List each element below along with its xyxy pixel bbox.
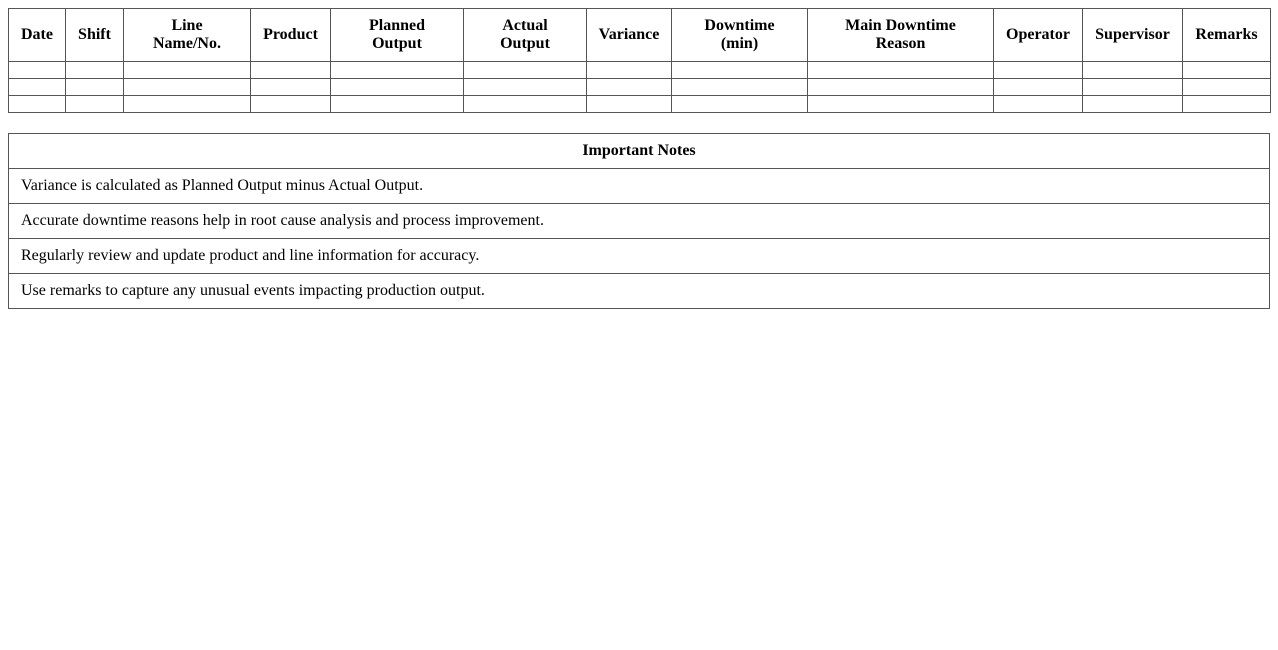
table-cell[interactable] — [66, 96, 124, 113]
table-cell[interactable] — [672, 79, 808, 96]
table-row — [9, 62, 1271, 79]
table-cell[interactable] — [9, 62, 66, 79]
table-cell[interactable] — [124, 62, 251, 79]
header-variance — [587, 9, 672, 62]
header-downtime-label-1: Downtime — [704, 17, 775, 34]
header-planned-label-1: Planned — [368, 17, 425, 34]
table-cell[interactable] — [808, 79, 994, 96]
header-operator-label: Operator — [1006, 26, 1070, 43]
header-downtime-label-2: (min) — [720, 35, 759, 52]
table-cell[interactable] — [66, 79, 124, 96]
table-cell[interactable] — [994, 96, 1083, 113]
table-cell[interactable] — [464, 79, 587, 96]
notes-header-row — [9, 134, 1270, 169]
header-remarks — [1183, 9, 1271, 62]
table-row — [9, 96, 1271, 113]
header-operator — [994, 9, 1083, 62]
header-reason-label-2: Reason — [875, 35, 926, 52]
table-cell[interactable] — [9, 79, 66, 96]
note-item: Use remarks to capture any unusual events impacting production output. — [9, 274, 1270, 309]
header-product-label: Product — [263, 26, 318, 43]
header-reason-label-1: Main Downtime — [845, 17, 956, 34]
notes-body — [9, 169, 1270, 309]
header-line-label-1: Line — [171, 17, 203, 34]
table-cell[interactable] — [331, 62, 464, 79]
notes-title: Important Notes — [9, 134, 1270, 169]
table-cell[interactable] — [1183, 62, 1271, 79]
note-row — [9, 204, 1270, 239]
header-supervisor-label: Supervisor — [1095, 26, 1170, 43]
note-item: Variance is calculated as Planned Output minus Actual Output. — [9, 169, 1270, 204]
table-cell[interactable] — [124, 96, 251, 113]
header-variance-label: Variance — [598, 26, 660, 43]
table-cell[interactable] — [587, 62, 672, 79]
table-cell[interactable] — [251, 79, 331, 96]
table-cell[interactable] — [1083, 79, 1183, 96]
table-cell[interactable] — [994, 62, 1083, 79]
header-line-label-2: Name/No. — [153, 35, 221, 52]
document — [8, 8, 1270, 309]
header-row — [9, 9, 1271, 62]
header-downtime — [672, 9, 808, 62]
header-shift-label: Shift — [78, 26, 111, 43]
header-shift — [66, 9, 124, 62]
important-notes-table — [8, 133, 1270, 309]
table-cell[interactable] — [464, 62, 587, 79]
table-cell[interactable] — [1183, 79, 1271, 96]
header-date — [9, 9, 66, 62]
table-cell[interactable] — [1083, 96, 1183, 113]
header-supervisor — [1083, 9, 1183, 62]
table-cell[interactable] — [331, 96, 464, 113]
header-line — [124, 9, 251, 62]
table-cell[interactable] — [331, 79, 464, 96]
header-product — [251, 9, 331, 62]
header-remarks-label: Remarks — [1195, 26, 1258, 43]
note-item: Regularly review and update product and line information for accuracy. — [9, 239, 1270, 274]
table-cell[interactable] — [808, 62, 994, 79]
production-log-table — [8, 8, 1271, 113]
header-date-label: Date — [21, 26, 53, 43]
table-cell[interactable] — [587, 79, 672, 96]
note-item: Accurate downtime reasons help in root cause analysis and process improvement. — [9, 204, 1270, 239]
table-cell[interactable] — [251, 96, 331, 113]
note-row — [9, 239, 1270, 274]
header-planned-output — [331, 9, 464, 62]
table-cell[interactable] — [672, 62, 808, 79]
table-cell[interactable] — [251, 62, 331, 79]
table-cell[interactable] — [124, 79, 251, 96]
header-actual-output — [464, 9, 587, 62]
table-cell[interactable] — [994, 79, 1083, 96]
table-cell[interactable] — [1083, 62, 1183, 79]
table-cell[interactable] — [808, 96, 994, 113]
table-cell[interactable] — [464, 96, 587, 113]
table-cell[interactable] — [1183, 96, 1271, 113]
table-cell[interactable] — [672, 96, 808, 113]
note-row — [9, 274, 1270, 309]
note-row — [9, 169, 1270, 204]
table-cell[interactable] — [9, 96, 66, 113]
table-cell[interactable] — [66, 62, 124, 79]
header-actual-label-1: Actual — [502, 17, 548, 34]
table-cell[interactable] — [587, 96, 672, 113]
header-planned-label-2: Output — [372, 35, 422, 52]
log-table-body — [9, 62, 1271, 113]
table-row — [9, 79, 1271, 96]
header-downtime-reason — [808, 9, 994, 62]
header-actual-label-2: Output — [500, 35, 550, 52]
